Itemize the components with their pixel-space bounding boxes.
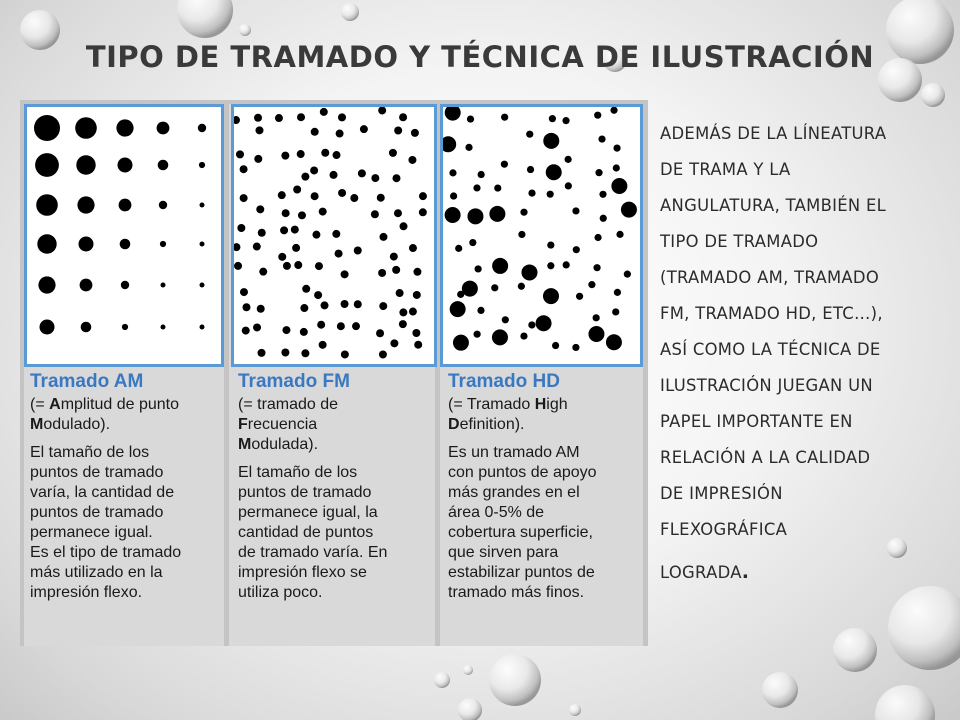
fm-halftone-dot [236,150,244,158]
hd-support-dot [445,207,461,223]
hd-support-dot [445,107,461,121]
hd-halftone-dot [449,169,456,176]
hd-halftone-dot [526,131,533,138]
fm-halftone-dot [240,288,248,296]
hd-support-dot [536,315,552,331]
water-droplet [888,586,960,670]
fm-halftone-dot [255,126,263,134]
fm-halftone-dot [378,107,386,114]
hd-halftone-dot [595,169,602,176]
hd-halftone-dot [547,241,554,248]
am-halftone-dot [77,196,94,213]
fm-halftone-dot [310,166,318,174]
fm-halftone-dot [302,285,310,293]
hd-halftone-dot [501,161,508,168]
hd-halftone-dot [562,117,569,124]
am-halftone-dot [36,194,58,216]
fm-halftone-dot [253,243,261,251]
fm-halftone-dot [377,194,385,202]
panel-am-heading: Tramado AM [30,371,144,392]
am-halftone-dot [76,155,95,174]
hd-support-dot [543,133,559,149]
hd-halftone-dot [572,344,579,351]
am-halftone-dot [38,276,55,293]
water-droplet [177,0,233,38]
hd-halftone-dot [588,281,595,288]
fm-halftone-dot [409,244,417,252]
fm-halftone-dot [291,226,299,234]
fm-halftone-dot [282,209,290,217]
fm-halftone-dot [414,341,422,349]
slide-title: TIPO DE TRAMADO Y TÉCNICA DE ILUSTRACIÓN [85,40,875,74]
fm-halftone-dot [275,114,283,122]
fm-halftone-dot [237,224,245,232]
hd-halftone-dot [474,331,481,338]
fm-halftone-dot [354,300,362,308]
body-text-line: RELACIÓN A LA CALIDAD [660,448,871,467]
am-halftone-tile [24,104,224,367]
body-text-line: ILUSTRACIÓN JUEGAN UN [660,376,873,395]
fm-halftone-dot [394,209,402,217]
hd-halftone-dot [501,114,508,121]
panel-fm-heading: Tramado FM [238,371,350,392]
fm-halftone-dot [256,205,264,213]
fm-halftone-dot [315,262,323,270]
fm-halftone-dot [317,321,325,329]
fm-halftone-dot [294,261,302,269]
am-halftone-dot [80,279,93,292]
water-droplet [762,672,798,708]
fm-halftone-dot [413,268,421,276]
fm-halftone-dot [412,329,420,337]
am-halftone-dot [120,239,131,250]
hd-support-dot [489,206,505,222]
fm-halftone-dot [332,230,340,238]
fm-halftone-dot [379,350,387,358]
body-text-line: DE TRAMA Y LA [660,160,791,179]
fm-halftone-dot [293,186,301,194]
fm-halftone-dot [379,302,387,310]
fm-halftone-dot [234,262,242,270]
fm-halftone-dot [254,155,262,163]
panel-am-subtitle: (= Amplitud de punto Modulado). [30,396,179,433]
fm-halftone-dot [333,151,341,159]
fm-halftone-dot [297,150,305,158]
hd-halftone-dot [518,283,525,290]
hd-halftone-dot [610,107,617,114]
hd-halftone-dot [478,171,485,178]
hd-support-dot [443,136,456,152]
am-halftone-dot [121,281,129,289]
body-text-line: TIPO DE TRAMADO [660,232,819,251]
hd-halftone-dot [473,184,480,191]
hd-halftone-dot [455,245,462,252]
fm-halftone-dot [371,210,379,218]
am-halftone-dot [79,237,94,252]
panel-hd-description: Es un tramado AM con puntos de apoyo más grandes en el área 0-5% de cobertura superficie, que sirven para estabilizar puntos de tramado más finos. [448,444,597,601]
fm-halftone-dot [234,116,240,124]
fm-halftone-dot [390,339,398,347]
hd-support-dot [543,288,559,304]
water-droplet [434,672,450,688]
panel-hd-caption [448,371,640,603]
panel-am-caption [30,371,222,603]
fm-halftone-dot [253,323,261,331]
fm-halftone-dot [319,341,327,349]
water-droplet [463,665,473,675]
am-halftone-dot [37,234,56,253]
hd-halftone-dot [600,215,607,222]
fm-halftone-dot [400,222,408,230]
am-halftone-dot [35,153,59,177]
hd-halftone-dot [491,284,498,291]
am-halftone-dot [119,199,132,212]
am-halftone-dot [81,322,92,333]
hd-support-dot [606,334,622,350]
hd-support-dot [467,208,483,224]
water-droplet [921,83,945,107]
am-halftone-dot [161,325,166,330]
hd-halftone-tile [440,104,643,367]
panel-fm-caption [238,371,432,603]
fm-halftone-dot [300,328,308,336]
hd-halftone-dot [450,192,457,199]
hd-halftone-dot [552,342,559,349]
fm-halftone-dot [311,192,319,200]
hd-halftone-dot [576,293,583,300]
hd-halftone-dot [465,144,472,151]
am-halftone-dot [118,158,133,173]
fm-halftone-dot [321,301,329,309]
fm-halftone-dot [298,211,306,219]
fm-halftone-dot [254,114,262,122]
am-halftone-dot [200,203,205,208]
fm-halftone-dot [409,308,417,316]
fm-halftone-dot [234,243,240,251]
body-text-line: (TRAMADO AM, TRAMADO [660,268,880,287]
water-droplet [341,3,359,21]
fm-halftone-dot [392,266,400,274]
fm-halftone-dot [297,113,305,121]
hd-support-dot [462,281,478,297]
am-halftone-dot [122,324,128,330]
fm-halftone-dot [314,291,322,299]
fm-halftone-dot [338,113,346,121]
hd-halftone-dot [563,261,570,268]
fm-halftone-dot [392,174,400,182]
panel-hd-heading: Tramado HD [448,371,560,392]
fm-halftone-dot [399,113,407,121]
fm-halftone-dot [389,149,397,157]
fm-halftone-dot [413,291,421,299]
fm-halftone-dot [378,269,386,277]
hd-halftone-dot [494,184,501,191]
hd-halftone-dot [613,145,620,152]
am-halftone-dot [200,283,205,288]
hd-halftone-dot [502,316,509,323]
hd-halftone-dot [593,264,600,271]
water-droplet [458,698,482,720]
fm-halftone-dot [321,149,329,157]
fm-halftone-dot [301,173,309,181]
fm-halftone-dot [335,250,343,258]
hd-support-dot [546,164,562,180]
fm-halftone-dot [360,125,368,133]
hd-support-dot [453,335,469,351]
hd-halftone-dot [598,135,605,142]
fm-halftone-dot [338,189,346,197]
hd-halftone-dot [520,332,527,339]
water-droplet [875,685,935,720]
am-halftone-dot [116,119,133,136]
body-text-last-line: LOGRADA. [660,561,750,583]
body-text-line: PAPEL IMPORTANTE EN [660,412,853,431]
fm-halftone-dot [352,322,360,330]
fm-halftone-dot [292,244,300,252]
fm-halftone-dot [281,152,289,160]
fm-halftone-dot [312,231,320,239]
body-text-line: ANGULATURA, TAMBIÉN EL [660,196,887,215]
water-droplet [489,654,541,706]
body-text-line: FM, TRAMADO HD, ETC…), [660,304,883,323]
panel-am-description: El tamaño de los puntos de tramado varía, la cantidad de puntos de tramado permanece igual. Es el tipo de tramado más utilizado en la impresión flexo. [30,444,182,601]
fm-halftone-dot [258,349,266,357]
fm-halftone-dot [376,329,384,337]
hd-halftone-dot [593,314,600,321]
fm-halftone-dot [371,174,379,182]
hd-halftone-dot [547,262,554,269]
fm-halftone-dot [336,130,344,138]
am-halftone-dot [198,124,206,132]
hd-halftone-dot [573,246,580,253]
body-text-line: ASÍ COMO LA TÉCNICA DE [660,340,881,359]
body-text-line: FLEXOGRÁFICA [660,520,788,539]
fm-halftone-dot [419,208,427,216]
panel-hd-subtitle: (= Tramado High Definition). [448,396,568,433]
fm-halftone-dot [399,320,407,328]
fm-halftone-dot [341,300,349,308]
fm-halftone-dot [278,191,286,199]
am-halftone-dot [34,115,60,141]
am-halftone-dot [158,160,169,171]
fm-halftone-dot [311,128,319,136]
fm-halftone-dot [240,165,248,173]
hd-support-dot [621,202,637,218]
hd-halftone-dot [572,207,579,214]
hd-halftone-dot [475,265,482,272]
hd-halftone-dot [528,189,535,196]
hd-halftone-dot [594,112,601,119]
hd-halftone-dot [518,231,525,238]
fm-halftone-dot [379,233,387,241]
hd-halftone-dot [477,307,484,314]
hd-support-dot [492,258,508,274]
fm-halftone-dot [396,289,404,297]
hd-halftone-dot [594,234,601,241]
fm-halftone-dot [341,270,349,278]
hd-halftone-dot [528,321,535,328]
fm-halftone-dot [319,208,327,216]
hd-halftone-dot [614,289,621,296]
am-halftone-dot [199,162,205,168]
am-halftone-dot [40,320,55,335]
fm-halftone-dot [242,327,250,335]
am-halftone-dot [161,283,166,288]
fm-halftone-tile [231,104,437,367]
hd-halftone-dot [467,115,474,122]
hd-halftone-dot [549,115,556,122]
hd-halftone-dot [527,166,534,173]
am-halftone-dot [159,201,167,209]
body-text-line: DE IMPRESIÓN [660,484,783,503]
fm-halftone-dot [411,129,419,137]
fm-halftone-dot [320,108,328,116]
fm-halftone-dot [301,349,309,357]
fm-halftone-dot [257,305,265,313]
fm-halftone-dot [242,303,250,311]
hd-support-dot [492,329,508,345]
hd-support-dot [588,326,604,342]
fm-halftone-dot [282,326,290,334]
fm-halftone-dot [258,229,266,237]
fm-halftone-dot [358,169,366,177]
fm-halftone-dot [419,192,427,200]
fm-halftone-dot [283,262,291,270]
water-droplet [239,24,251,36]
am-halftone-dot [157,122,170,135]
fm-halftone-dot [354,246,362,254]
fm-halftone-dot [281,348,289,356]
am-halftone-dot [200,242,205,247]
hd-support-dot [611,178,627,194]
fm-halftone-dot [259,268,267,276]
body-text-line: ADEMÁS DE LA LÍNEATURA [660,124,887,143]
water-droplet [833,628,877,672]
body-text [660,116,950,591]
fm-halftone-dot [300,304,308,312]
water-droplet [569,704,581,716]
hd-support-dot [521,264,537,280]
am-halftone-dot [160,241,166,247]
panel-fm-description: El tamaño de los puntos de tramado permanece igual, la cantidad de puntos de tramado varía. En impresión flexo se utiliza poco. [238,464,388,601]
hd-halftone-dot [547,191,554,198]
hd-halftone-dot [624,271,631,278]
hd-halftone-dot [612,308,619,315]
am-halftone-dot [75,117,97,139]
hd-halftone-dot [599,191,606,198]
hd-halftone-dot [520,209,527,216]
fm-halftone-dot [278,253,286,261]
panel-fm-subtitle: (= tramado de Frecuencia Modulada). [238,396,339,453]
fm-halftone-dot [408,156,416,164]
fm-halftone-dot [399,308,407,316]
hd-halftone-dot [565,156,572,163]
hd-halftone-dot [565,182,572,189]
fm-halftone-dot [280,226,288,234]
fm-halftone-dot [350,194,358,202]
fm-halftone-dot [341,350,349,358]
hd-support-dot [450,301,466,317]
am-halftone-dot [200,325,205,330]
fm-halftone-dot [337,322,345,330]
hd-halftone-dot [613,164,620,171]
fm-halftone-dot [330,171,338,179]
fm-halftone-dot [240,194,248,202]
fm-halftone-dot [394,126,402,134]
hd-halftone-dot [469,239,476,246]
hd-halftone-dot [616,231,623,238]
fm-halftone-dot [390,253,398,261]
